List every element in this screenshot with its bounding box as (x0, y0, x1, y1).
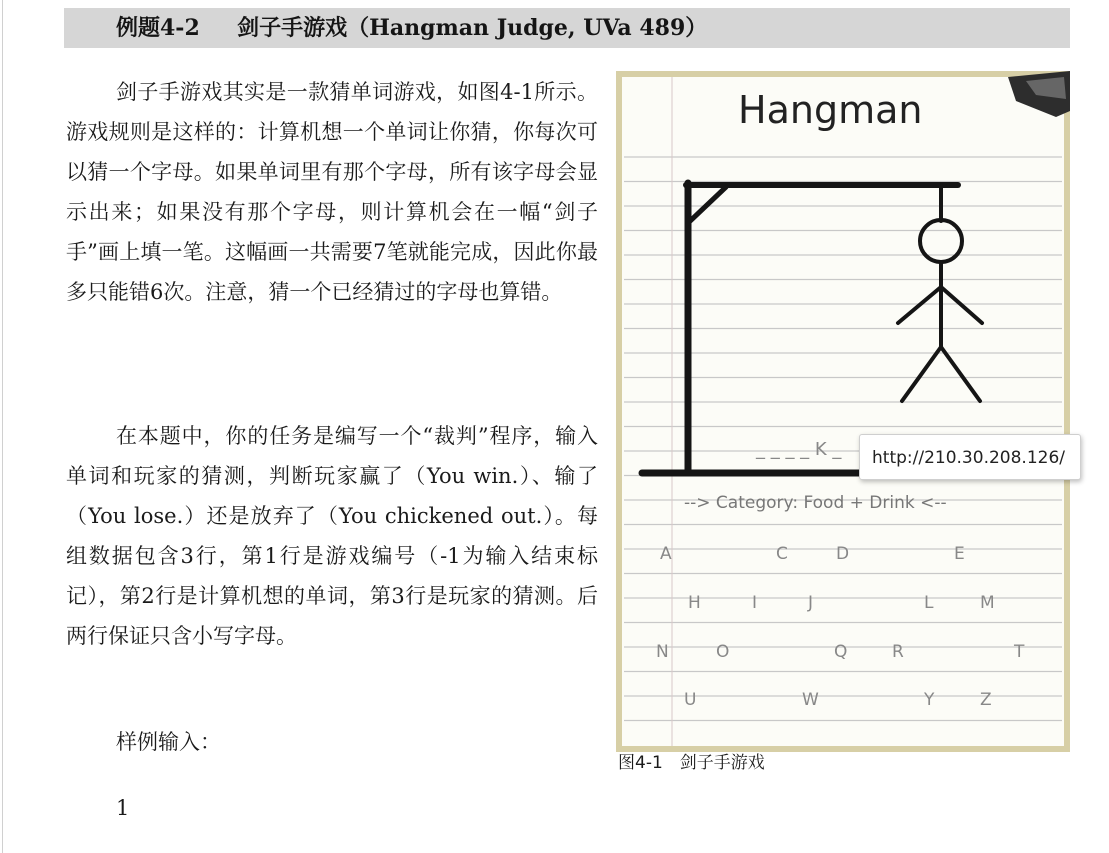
letter-q: Q (834, 642, 848, 662)
letter-a: A (660, 544, 672, 564)
url-tooltip[interactable] (859, 434, 1081, 480)
word-blanks: _ _ _ _ K _ (756, 439, 842, 460)
letter-r: R (892, 642, 904, 662)
letter-e: E (954, 544, 965, 564)
page-edge-rule (2, 0, 3, 853)
title-close: ） (685, 15, 708, 41)
url-tooltip-text[interactable]: http://210.30.208.126/ (872, 448, 1065, 468)
letter-t: T (1014, 642, 1025, 662)
letter-i: I (752, 593, 758, 613)
letter-d: D (836, 544, 850, 564)
letter-o: O (716, 642, 730, 662)
letter-j: J (808, 593, 814, 613)
letter-m: M (980, 593, 995, 613)
letter-y: Y (924, 690, 935, 710)
sample-input-label: 样例输入： (116, 730, 221, 754)
paragraph-task: 在本题中，你的任务是编写一个“裁判”程序，输入单词和玩家的猜测，判断玩家赢了（You win.）、输了（You lose.）还是放弃了（You chickened out.）。每组数据包含3行，第1行是游戏编号（-1为输入结束标记），第2行是计算机想的单词，第3行是玩家的猜测。后两行保证只含小写字母。 (66, 424, 598, 648)
category-line: --> Category: Food + Drink <-- (684, 493, 947, 513)
section-title (116, 14, 707, 42)
letter-c: C (776, 544, 788, 564)
letter-l: L (924, 593, 934, 613)
letter-w: W (802, 690, 819, 710)
title-chinese: 剑子手游戏（ (237, 15, 370, 41)
hangman-figure (616, 71, 1070, 752)
hangman-illustration (616, 71, 1070, 752)
paragraph-rules: 剑子手游戏其实是一款猜单词游戏，如图4-1所示。游戏规则是这样的：计算机想一个单词让你猜，你每次可以猜一个字母。如果单词里有那个字母，所有该字母会显示出来；如果没有那个字母，则计算机会在一幅“剑子手”画上填一笔。这幅画一共需要7笔就能完成，因此你最多只能错6次。注意，猜一个已经猜过的字母也算错。 (66, 80, 598, 304)
section-title-bar (64, 8, 1070, 48)
letter-h: H (688, 593, 701, 613)
letter-u: U (684, 690, 697, 710)
sample-input-value: 1 (116, 796, 130, 820)
title-english: Hangman Judge, UVa 489 (369, 15, 686, 41)
figure-heading: Hangman (738, 88, 923, 132)
figure-caption: 图4-1 剑子手游戏 (618, 753, 765, 773)
letter-z: Z (980, 690, 992, 710)
letter-n: N (656, 642, 669, 662)
title-number: 例题4-2 (116, 15, 200, 41)
